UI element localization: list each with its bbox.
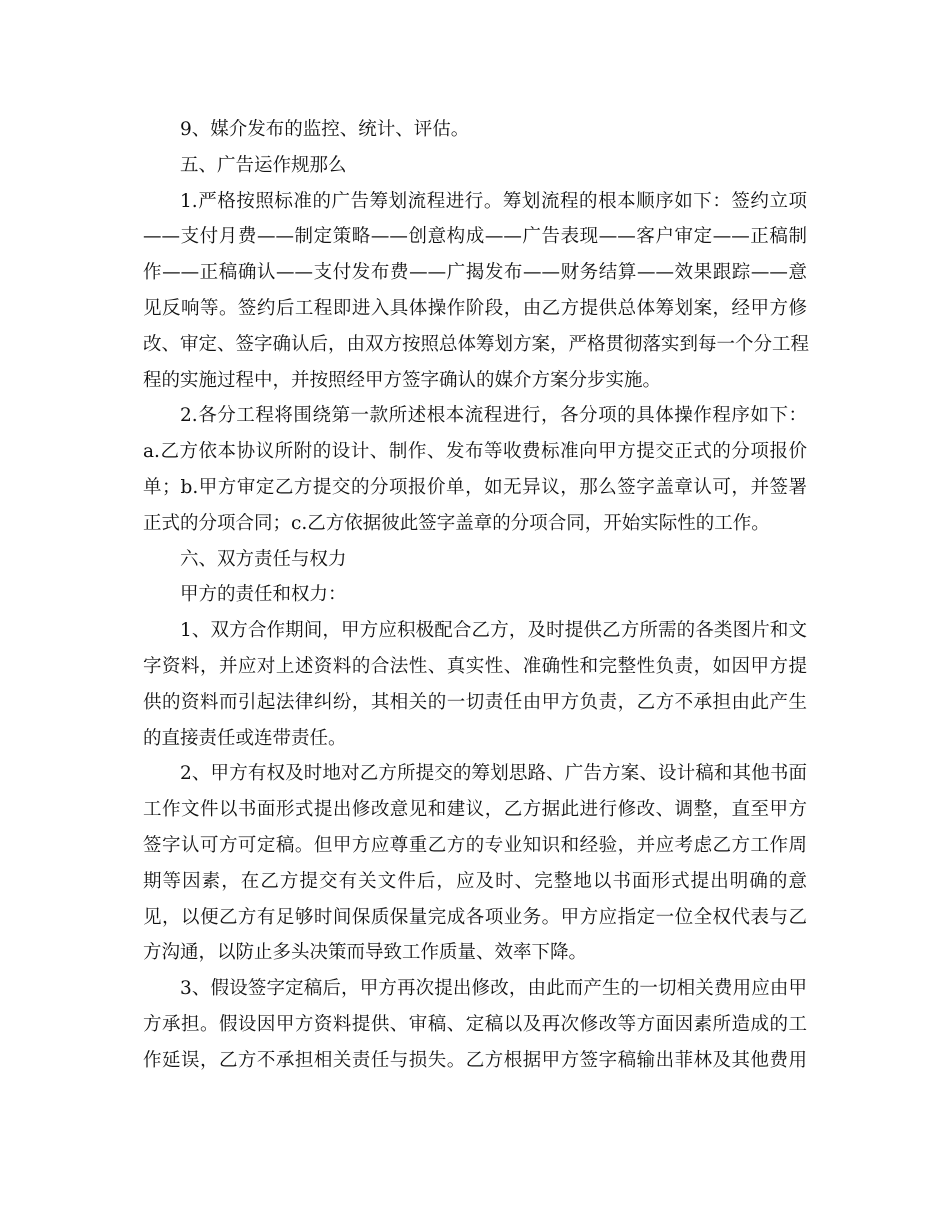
text-line: 作延误，乙方不承担相关责任与损失。乙方根据甲方签字稿输出菲林及其他费用: [143, 1049, 807, 1071]
text-line: 见反响等。签约后工程即进入具体操作阶段，由乙方提供总体筹划案，经甲方修: [143, 297, 807, 319]
text-line: 甲方的责任和权力：: [180, 584, 347, 606]
text-line: 1、双方合作期间，甲方应积极配合乙方，及时提供乙方所需的各类图片和文: [180, 620, 807, 642]
text-line: 正式的分项合同；c.乙方依据彼此签字盖章的分项合同，开始实际性的工作。: [143, 512, 770, 534]
text-line: 程的实施过程中，并按照经甲方签字确认的媒介方案分步实施。: [143, 369, 662, 391]
text-line: a.乙方依本协议所附的设计、制作、发布等收费标准向甲方提交正式的分项报价: [143, 441, 807, 463]
text-line: 供的资料而引起法律纠纷，其相关的一切责任由甲方负责，乙方不承担由此产生: [143, 691, 807, 713]
text-line: 作——正稿确认——支付发布费——广揭发布——财务结算——效果跟踪——意: [143, 262, 807, 284]
document-body: [143, 112, 810, 1079]
text-line: 方沟通，以防止多头决策而导致工作质量、效率下降。: [143, 942, 588, 964]
text-line: 五、广告运作规那么: [180, 154, 347, 176]
text-line: 单；b.甲方审定乙方提交的分项报价单，如无异议，那么签字盖章认可，并签署: [143, 476, 807, 498]
text-line: 9、媒介发布的监控、统计、评估。: [180, 119, 470, 140]
text-line: 字资料，并应对上述资料的合法性、真实性、准确性和完整性负责，如因甲方提: [143, 655, 807, 677]
text-line: 签字认可方可定稿。但甲方应尊重乙方的专业知识和经验，并应考虑乙方工作周: [143, 834, 807, 856]
text-line: 方承担。假设因甲方资料提供、审稿、定稿以及再次修改等方面因素所造成的工: [143, 1013, 807, 1035]
text-line: 见，以便乙方有足够时间保质保量完成各项业务。甲方应指定一位全权代表与乙: [143, 906, 807, 928]
text-line: 的直接责任或连带责任。: [143, 727, 347, 749]
text-line: 改、审定、签字确认后，由双方按照总体筹划方案，严格贯彻落实到每一个分工程: [143, 333, 810, 355]
text-line: 1.严格按照标准的广告筹划流程进行。筹划流程的根本顺序如下：签约立项: [180, 190, 807, 212]
text-line: 六、双方责任与权力: [180, 548, 347, 570]
text-line: 3、假设签字定稿后，甲方再次提出修改，由此而产生的一切相关费用应由甲: [180, 978, 807, 1000]
text-line: 工作文件以书面形式提出修改意见和建议，乙方据此进行修改、调整，直至甲方: [143, 799, 807, 821]
text-line: ——支付月费——制定策略——创意构成——广告表现——客户审定——正稿制: [143, 226, 807, 248]
text-line: 2.各分工程将围绕第一款所述根本流程进行，各分项的具体操作程序如下：: [180, 405, 807, 427]
text-line: 2、甲方有权及时地对乙方所提交的筹划思路、广告方案、设计稿和其他书面: [180, 763, 807, 785]
text-line: 期等因素，在乙方提交有关文件后，应及时、完整地以书面形式提出明确的意: [143, 870, 807, 892]
